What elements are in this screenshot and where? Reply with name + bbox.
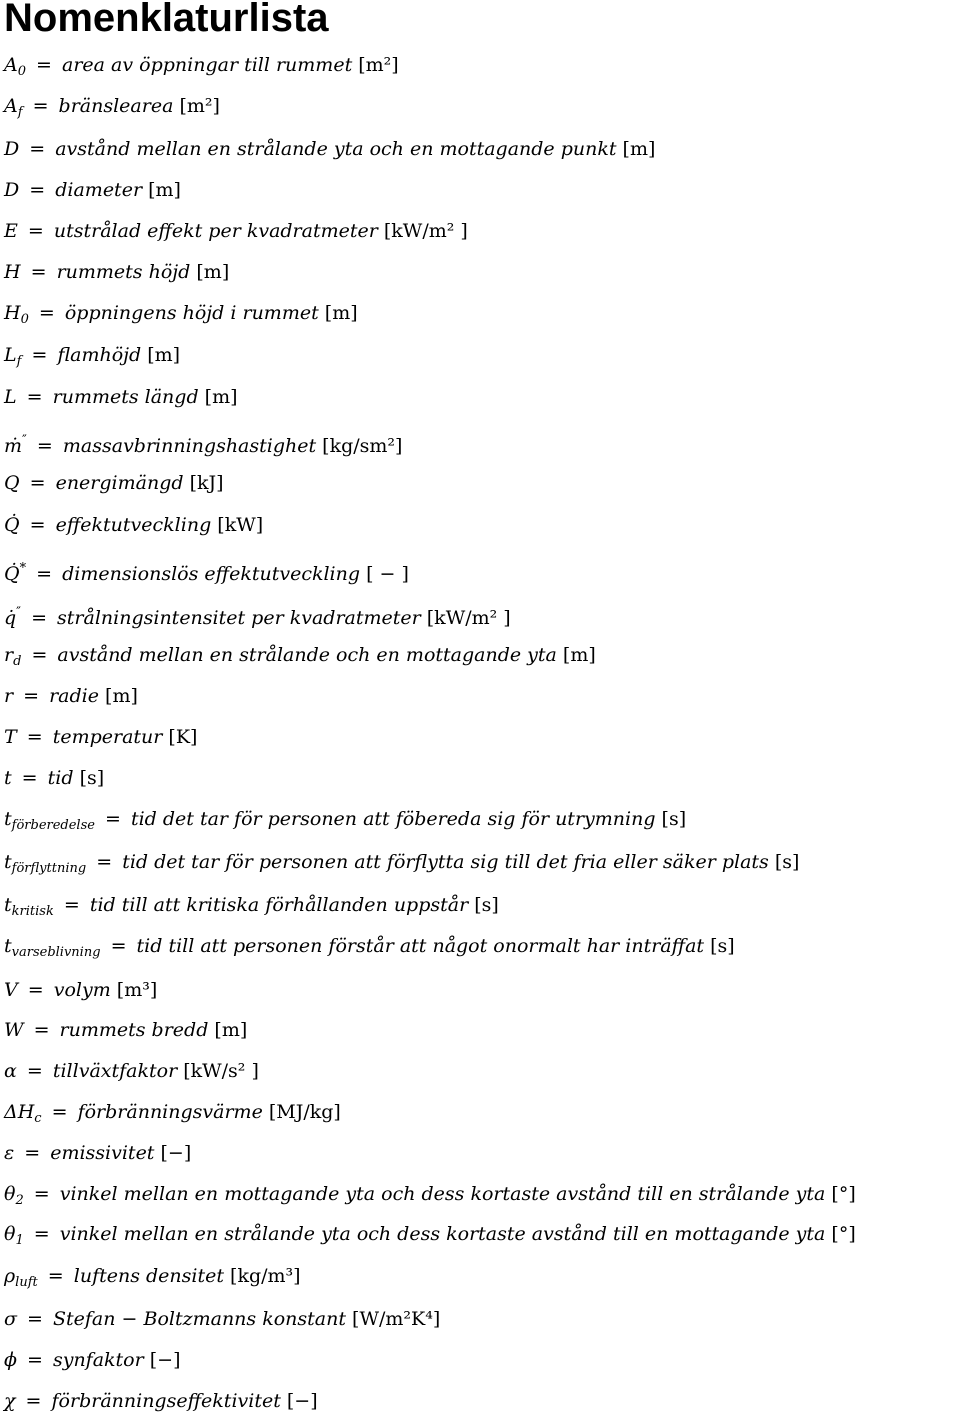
entry-description: massavbrinningshastighet	[62, 435, 317, 457]
entry-symbol: ΔH	[4, 1101, 35, 1123]
entry-description: vinkel mellan en mottagande yta och dess kortaste avstånd till en strålande yta	[59, 1183, 826, 1205]
entry-symbol: t	[4, 935, 12, 957]
nomenclature-entry	[4, 1058, 259, 1084]
entry-description: vinkel mellan en strålande yta och dess kortaste avstånd till en mottagande yta	[59, 1223, 826, 1245]
entry-symbol: D	[4, 138, 20, 160]
entry-symbol: W	[4, 1019, 24, 1041]
equals-sign: =	[98, 808, 127, 830]
equals-sign: =	[19, 1390, 48, 1412]
entry-subscript: förberedelse	[11, 818, 95, 833]
entry-subscript: d	[13, 654, 22, 669]
entry-description: strålningsintensitet per kvadratmeter	[57, 607, 421, 629]
equals-sign: =	[20, 1349, 49, 1371]
entry-unit: [°]	[831, 1223, 856, 1245]
equals-sign: =	[18, 1142, 47, 1164]
nomenclature-entry	[4, 428, 402, 459]
equals-sign: =	[23, 472, 52, 494]
entry-description: avstånd mellan en strålande och en mottagande yta	[57, 644, 557, 666]
equals-sign: =	[104, 935, 133, 957]
entry-description: luftens densitet	[73, 1265, 224, 1287]
entry-symbol: H	[4, 302, 21, 324]
entry-unit: [kg/m³]	[230, 1265, 301, 1287]
nomenclature-entry	[4, 470, 224, 496]
entry-subscript: kritisk	[11, 904, 54, 919]
entry-symbol: t	[4, 808, 12, 830]
equals-sign: =	[21, 220, 50, 242]
equals-sign: =	[27, 1183, 56, 1205]
entry-symbol: V	[4, 979, 18, 1001]
entry-symbol: A	[4, 54, 18, 76]
equals-sign: =	[90, 851, 119, 873]
nomenclature-entry	[4, 1099, 341, 1132]
entry-description: Stefan − Boltzmanns konstant	[52, 1308, 346, 1330]
entry-unit: [MJ/kg]	[268, 1101, 341, 1123]
entry-unit: [m²]	[179, 95, 220, 117]
entry-description: energimängd	[55, 472, 184, 494]
equals-sign: =	[27, 1223, 56, 1245]
entry-description: diameter	[55, 179, 143, 201]
equals-sign: =	[25, 607, 54, 629]
entry-unit: [m]	[204, 386, 238, 408]
entry-symbol: L	[4, 386, 17, 408]
entry-subscript: c	[34, 1111, 42, 1126]
entry-unit: [−]	[160, 1142, 192, 1164]
entry-description: rummets längd	[52, 386, 199, 408]
entry-unit: [s]	[79, 767, 105, 789]
entry-unit: [kW/m² ]	[426, 607, 511, 629]
equals-sign: =	[30, 563, 59, 585]
entry-unit: [m]	[562, 644, 596, 666]
nomenclature-entry	[4, 52, 399, 85]
page-title: Nomenklaturlista	[4, 0, 329, 40]
equals-sign: =	[30, 54, 59, 76]
equals-sign: =	[23, 514, 52, 536]
nomenclature-entry	[4, 849, 799, 882]
entry-symbol: A	[4, 95, 18, 117]
equals-sign: =	[23, 179, 52, 201]
nomenclature-entry	[4, 1221, 856, 1254]
entry-description: emissivitet	[50, 1142, 155, 1164]
nomenclature-entry	[4, 724, 197, 750]
equals-sign: =	[20, 386, 49, 408]
entry-unit: [W/m²K⁴]	[352, 1308, 441, 1330]
entry-symbol: T	[4, 726, 17, 748]
entry-description: effektutveckling	[55, 514, 212, 536]
entry-subscript: f	[17, 105, 23, 120]
entry-description: rummets bredd	[59, 1019, 209, 1041]
nomenclature-entry	[4, 259, 229, 285]
equals-sign: =	[45, 1101, 74, 1123]
nomenclature-entry	[4, 642, 596, 675]
entry-description: tid till att kritiska förhållanden uppstår	[89, 894, 469, 916]
nomenclature-entry	[4, 1181, 856, 1214]
entry-unit: [m]	[147, 344, 181, 366]
nomenclature-entry	[4, 892, 499, 925]
entry-symbol: ρ	[4, 1265, 16, 1287]
entry-symbol: Q	[4, 472, 20, 494]
entry-unit: [s]	[661, 808, 687, 830]
entry-description: flamhöjd	[57, 344, 142, 366]
entry-symbol: L	[4, 344, 17, 366]
entry-unit: [m]	[148, 179, 181, 201]
nomenclature-entry	[4, 1306, 440, 1332]
entry-unit: [kW]	[217, 514, 264, 536]
entry-description: synfaktor	[52, 1349, 144, 1371]
equals-sign: =	[24, 261, 53, 283]
entry-subscript: 2	[15, 1193, 24, 1208]
entry-symbol: t	[4, 851, 12, 873]
equals-sign: =	[17, 685, 46, 707]
entry-description: förbränningsvärme	[77, 1101, 263, 1123]
entry-symbol: ϕ	[4, 1349, 17, 1371]
entry-symbol: ε	[4, 1142, 15, 1164]
entry-symbol: ṁ	[4, 435, 23, 457]
equals-sign: =	[20, 1060, 49, 1082]
entry-symbol: Q̇	[4, 563, 20, 585]
entry-unit: [K]	[168, 726, 198, 748]
entry-unit: [m]	[324, 302, 358, 324]
nomenclature-entry	[4, 1388, 318, 1414]
entry-description: dimensionslös effektutveckling	[62, 563, 361, 585]
entry-description: tid det tar för personen att förflytta sig till det fria eller säker plats	[122, 851, 769, 873]
entry-unit: [−]	[286, 1390, 318, 1412]
nomenclature-entry	[4, 93, 220, 126]
entry-description: avstånd mellan en strålande yta och en mottagande punkt	[55, 138, 617, 160]
equals-sign: =	[57, 894, 86, 916]
nomenclature-entry	[4, 218, 468, 244]
equals-sign: =	[25, 344, 54, 366]
entry-superscript: ″	[16, 605, 22, 620]
equals-sign: =	[26, 95, 55, 117]
entry-symbol: E	[4, 220, 18, 242]
entry-unit: [°]	[831, 1183, 856, 1205]
nomenclature-entry	[4, 600, 511, 631]
entry-description: volym	[53, 979, 111, 1001]
entry-description: tid det tar för personen att föbereda sig för utrymning	[130, 808, 656, 830]
entry-symbol: t	[4, 767, 12, 789]
entry-unit: [kW/m² ]	[383, 220, 468, 242]
nomenclature-entry	[4, 1263, 301, 1296]
nomenclature-entry	[4, 300, 358, 333]
entry-description: öppningens höjd i rummet	[64, 302, 319, 324]
entry-symbol: χ	[4, 1390, 16, 1412]
nomenclature-entry	[4, 512, 263, 538]
entry-symbol: r	[4, 644, 14, 666]
entry-description: radie	[49, 685, 99, 707]
equals-sign: =	[21, 979, 50, 1001]
equals-sign: =	[30, 435, 59, 457]
nomenclature-entry	[4, 1347, 181, 1373]
equals-sign: =	[23, 138, 52, 160]
entry-symbol: θ	[4, 1223, 16, 1245]
entry-unit: [m]	[196, 261, 230, 283]
nomenclature-entry	[4, 136, 655, 162]
entry-description: rummets höjd	[56, 261, 191, 283]
entry-unit: [ − ]	[366, 563, 409, 585]
entry-unit: [kg/sm²]	[322, 435, 403, 457]
entry-description: tillväxtfaktor	[52, 1060, 178, 1082]
equals-sign: =	[27, 1019, 56, 1041]
entry-symbol: r	[4, 685, 14, 707]
nomenclature-entry	[4, 977, 157, 1003]
entry-unit: [m]	[105, 685, 138, 707]
equals-sign: =	[15, 767, 44, 789]
entry-subscript: varseblivning	[11, 945, 101, 960]
entry-unit: [s]	[474, 894, 499, 916]
equals-sign: =	[25, 644, 54, 666]
entry-symbol: Q̇	[4, 514, 20, 536]
entry-unit: [s]	[774, 851, 800, 873]
equals-sign: =	[20, 726, 49, 748]
entry-symbol: q̇	[4, 607, 17, 629]
entry-subscript: 0	[17, 64, 27, 79]
entry-unit: [kW/s² ]	[183, 1060, 259, 1082]
entry-description: utstrålad effekt per kvadratmeter	[53, 220, 378, 242]
nomenclature-entry	[4, 765, 104, 791]
entry-description: bränslearea	[58, 95, 174, 117]
entry-subscript: f	[16, 354, 22, 369]
entry-unit: [m²]	[358, 54, 399, 76]
entry-unit: [−]	[149, 1349, 181, 1371]
entry-subscript: 1	[15, 1233, 24, 1248]
entry-unit: [m]	[622, 138, 656, 160]
entry-subscript: 0	[20, 312, 29, 327]
entry-symbol: H	[4, 261, 21, 283]
nomenclature-entry	[4, 342, 180, 375]
entry-symbol: θ	[4, 1183, 16, 1205]
entry-unit: [m³]	[116, 979, 158, 1001]
entry-unit: [s]	[710, 935, 735, 957]
equals-sign: =	[20, 1308, 49, 1330]
entry-description: area av öppningar till rummet	[62, 54, 353, 76]
entry-unit: [kJ]	[189, 472, 224, 494]
entry-description: förbränningseffektivitet	[51, 1390, 281, 1412]
entry-symbol: t	[4, 894, 12, 916]
equals-sign: =	[41, 1265, 70, 1287]
entry-symbol: σ	[4, 1308, 17, 1330]
entry-description: temperatur	[52, 726, 163, 748]
entry-unit: [m]	[214, 1019, 248, 1041]
nomenclature-entry	[4, 683, 138, 709]
entry-description: tid till att personen förstår att något onormalt har inträffat	[136, 935, 705, 957]
equals-sign: =	[32, 302, 61, 324]
entry-superscript: ″	[22, 433, 27, 448]
entry-subscript: luft	[15, 1275, 38, 1290]
nomenclature-entry	[4, 933, 735, 966]
entry-symbol: α	[4, 1060, 17, 1082]
nomenclature-entry	[4, 1017, 247, 1043]
entry-symbol: D	[4, 179, 20, 201]
nomenclature-entry	[4, 806, 686, 839]
nomenclature-entry	[4, 1140, 191, 1166]
entry-description: tid	[47, 767, 74, 789]
nomenclature-entry	[4, 177, 181, 203]
nomenclature-entry	[4, 556, 409, 587]
nomenclature-entry	[4, 384, 238, 410]
entry-superscript: *	[19, 561, 27, 576]
entry-subscript: förflyttning	[11, 861, 87, 876]
